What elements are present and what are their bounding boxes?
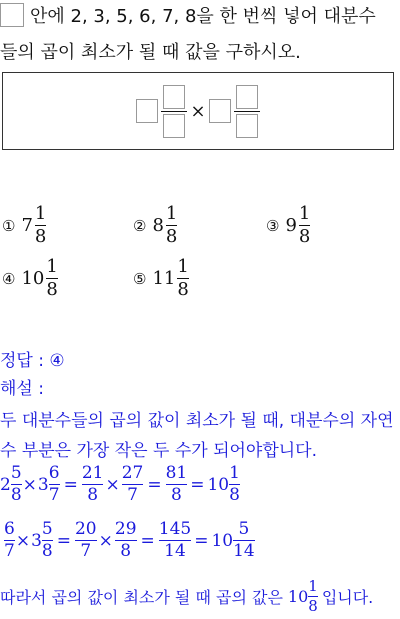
eq2-f-numerator: 5 (238, 519, 250, 539)
eq1-equals-2: = (147, 474, 162, 495)
eq2-b-whole: 3 (31, 530, 42, 551)
blank-numerator-2-icon (236, 85, 258, 109)
answer-label: 정답 : ④ (0, 351, 65, 371)
blank-expression (136, 85, 259, 138)
eq2-b-denominator: 8 (41, 541, 53, 561)
blank-fraction-1 (161, 85, 187, 138)
option-3-whole: 9 (285, 215, 297, 236)
final-text-after: 입니다. (321, 588, 374, 607)
option-1-marker: ① (2, 216, 16, 235)
eq1-a-numerator: 5 (10, 463, 22, 483)
option-1-denominator: 8 (34, 226, 47, 247)
blank-whole-2-icon (209, 99, 231, 123)
option-1[interactable] (2, 205, 46, 246)
times-sign: × (190, 100, 206, 122)
option-3-numerator: 1 (298, 203, 311, 224)
final-numerator: 1 (308, 577, 318, 595)
eq2-c-numerator: 20 (74, 519, 97, 539)
eq1-b-whole: 3 (37, 474, 49, 495)
eq2-f-denominator: 14 (233, 541, 255, 561)
eq1-c-numerator: 21 (81, 463, 104, 483)
eq1-f-numerator: 1 (229, 463, 240, 483)
option-2-denominator: 8 (165, 226, 178, 247)
eq2-a-denominator: 7 (4, 541, 15, 561)
eq1-equals-3: = (190, 474, 205, 495)
blank-denominator-2-icon (236, 114, 258, 138)
option-5-numerator: 1 (177, 256, 189, 277)
eq1-b-numerator: 6 (48, 463, 60, 483)
blank-fraction-2 (234, 85, 260, 138)
question-text-1: 안에 2, 3, 5, 6, 7, 8을 한 번씩 넣어 대분수 (30, 6, 376, 27)
option-3-marker: ③ (266, 216, 280, 235)
eq1-d-numerator: 27 (121, 463, 144, 483)
eq2-equals-2: = (140, 530, 155, 551)
blank-whole-1-icon (136, 99, 158, 123)
final-line (0, 579, 373, 614)
option-5-denominator: 8 (177, 279, 189, 300)
eq1-equals-1: = (63, 474, 78, 495)
figure-box (2, 72, 394, 150)
eq2-e-denominator: 14 (164, 541, 186, 561)
blank-denominator-1-icon (163, 114, 185, 138)
eq2-e-numerator: 145 (158, 519, 192, 539)
eq1-e-numerator: 81 (165, 463, 188, 483)
eq1-f-denominator: 8 (229, 485, 240, 505)
equation-2 (4, 521, 255, 560)
option-3-denominator: 8 (298, 226, 311, 247)
option-2-marker: ② (133, 216, 147, 235)
explanation-line-1: 두 대분수들의 곱의 값이 최소가 될 때, 대분수의 자연 (0, 411, 394, 431)
eq1-b-denominator: 7 (48, 485, 60, 505)
eq2-c-denominator: 7 (80, 541, 92, 561)
option-4-marker: ④ (2, 269, 16, 288)
question-line-1 (0, 2, 376, 28)
eq1-f-whole: 10 (207, 474, 230, 495)
eq2-b-numerator: 5 (41, 519, 53, 539)
eq1-a-denominator: 8 (10, 485, 22, 505)
eq1-e-denominator: 8 (171, 485, 182, 505)
option-5-marker: ⑤ (133, 269, 147, 288)
option-5[interactable] (133, 258, 189, 299)
option-4-denominator: 8 (46, 279, 58, 300)
option-3[interactable] (266, 205, 310, 246)
blank-box-icon (0, 3, 24, 27)
explanation-line-2: 수 부분은 가장 작은 두 수가 되어야합니다. (0, 441, 318, 461)
eq2-d-denominator: 8 (120, 541, 132, 561)
option-2-whole: 8 (152, 215, 164, 236)
option-4-numerator: 1 (46, 256, 58, 277)
eq2-a-numerator: 6 (4, 519, 15, 539)
option-2-numerator: 1 (165, 203, 178, 224)
final-denominator: 8 (308, 597, 318, 615)
eq1-times-2: × (105, 474, 120, 495)
eq1-a-whole: 2 (0, 474, 11, 495)
option-1-whole: 7 (21, 215, 33, 236)
eq2-times-1: × (15, 530, 31, 551)
eq2-f-whole: 10 (211, 530, 234, 551)
option-1-numerator: 1 (34, 203, 47, 224)
eq2-times-2: × (98, 530, 113, 551)
option-2[interactable] (133, 205, 177, 246)
eq2-d-numerator: 29 (114, 519, 137, 539)
final-whole: 10 (287, 587, 309, 606)
option-4[interactable] (2, 258, 58, 299)
option-5-whole: 11 (152, 268, 176, 289)
eq1-times-1: × (22, 474, 37, 495)
question-line-2: 들의 곱이 최소가 될 때 값을 구하시오. (0, 42, 301, 63)
blank-numerator-1-icon (163, 85, 185, 109)
equation-1 (0, 465, 240, 504)
eq2-equals-3: = (194, 530, 209, 551)
eq1-c-denominator: 8 (87, 485, 99, 505)
eq2-equals-1: = (56, 530, 71, 551)
explanation-label: 해설 : (0, 379, 44, 399)
option-4-whole: 10 (21, 268, 45, 289)
final-text-before: 따라서 곱의 값이 최소가 될 때 곱의 값은 (0, 588, 283, 607)
eq1-d-denominator: 7 (127, 485, 138, 505)
